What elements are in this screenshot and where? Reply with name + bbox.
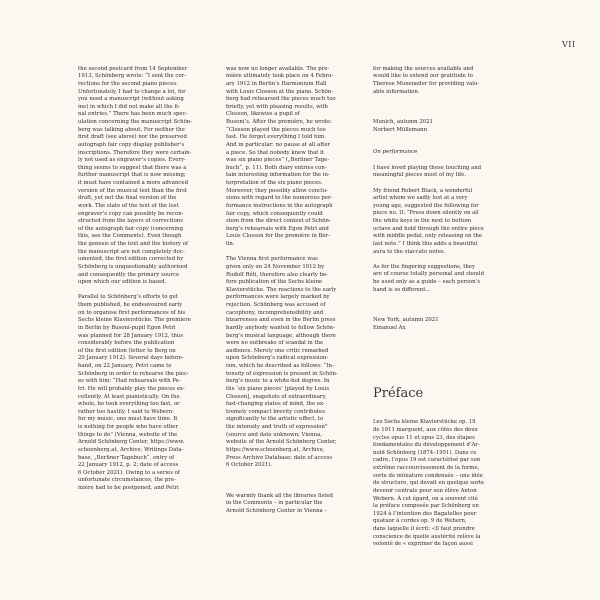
paragraph-robert-black: My friend Robert Black, a wonderful artist whom we sadly lost at a very young age, suggested the following for piece no. II: “Press down silently on all the white keys in the next to bottom octave and hold through the entire piece with middle pedal, only releasing on the last note.” I think this adds a beautiful aura to the staccato notes. <box>373 187 484 255</box>
paragraph-performance-intro: I have loved playing these touching and meaningful pieces most of my life. <box>373 164 482 179</box>
text-column-2 <box>226 58 364 523</box>
signature-editor: Munich, autumn 2021 Norbert Müllemann <box>373 118 433 133</box>
signature-pianist: New York, autumn 2021 Emanuel Ax <box>373 317 439 331</box>
page-number: VII <box>562 40 576 49</box>
paragraph-acknowledgements: We warmly thank all the libraries listed in the Comments – in particular the Arnold Schönberg Center in Vienna – <box>226 492 333 514</box>
paragraph-acknowledgements-cont: for making the sources available and would like to extend our gratitude to Therese Muxeneder for providing valu- able information. <box>373 65 480 95</box>
paragraph-manuscript-history: the second postcard from 14 September 1913, Schönberg wrote: “I sent the cor- rections for the second piano pieces. Unfortunately, I had to change a lot, for you need a manuscript (without asking me) in which I did not make all the fi- nal entries.” There has been much spec- ulation concerning the manuscript Schön- berg was talking about. For neither the first draft (see above) nor the preserved autograph fair copy display publisher’s inscriptions. Therefore they were certain- ly not used as engraver’s copies. Every- thing seems to suggest that there was a further manuscript that is now missing; it must have contained a more advanced version of the musical text than the first draft, yet not the final version of the work. The state of the text of the lost engraver’s copy can possibly be recon- structed from the layers of corrections of the autograph fair copy (concerning this, see the Comments). Even though the genesis of the text and the history of the manuscript are not completely doc- umented, the first edition corrected by Schönberg is unquestionably authorised and consequently the primary source upon which our edition is based. <box>78 65 193 286</box>
paragraph-premiere-berlin: Parallel to Schönberg’s efforts to get them published, he endeavoured early on to organise first performances of his Sechs kleine Klavierstücke. The premiere in Berlin by Busoni-pupil Egon Petri was planned for 28 January 1912, thus considerably before the publication of the first edition (letter to Berg on 20 January 1912). Several days before- hand, on 22 January, Petri came to Schönberg in order to rehearse the piec- es with him: “Had rehearsals with Pe- tri. He will probably play the pieces ex- cellently. At least pianistically. On the whole, he took everything too fast, or rather too hastily. I said to Webern: for my music, one must have time. It is nothing for people who have other things to do” (Vienna, website of the Arnold Schönberg Center, https://www. schoenberg.at, Archive, Writings Data- base, „Berliner Tagebuch“, entry of 22 January 1912, p. 2; date of access 6 October 2021). Owing to a series of unfortunate circumstances, the pre- mière had to be postponed, and Petri <box>78 294 191 491</box>
paragraph-preface-french: Les Sechs kleine Klavierstücke op. 19 de 1911 marquent, aux côtés des deux cycles opus 11 et opus 23, des étapes fondamentales du développement d’Ar- nold Schönberg (1874–1951). Dans ce cadre, l’opus 19 est caractérisé par son extrême raccourcissement de la forme, sorte de miniature condensée – une idée de structure, qui devait en quelque sorte devenir centrale pour son élève Anton Webern. À cet égard, on a souvent cité la préface composée par Schönberg en 1924 à l’intention des Bagatelles pour quatuor à cordes op. 9 de Webern, dans laquelle il écrit: «Il faut prendre conscience de quelle austérité relève la volonté de « exprimer de façon aussi <box>373 419 485 548</box>
paragraph-vienna-performance: The Vienna first performance was given only on 24 November 1912 by Rudolf Réti, therefore also clearly be- fore publication of the Sechs kleine Klavierstücke. The reactions to the early performances were largely marked by rejection. Schönberg was accused of cacophony, incomprehensibility and bizarreness and even in the Berlin press hardly anybody wanted to follow Schön- berg’s musical language, although there were no outbreaks of scandal in the audience. Merely one critic remarked upon Schönberg’s radical expression- ism, which he described as follows: “In- tensity of expression is present in Schön- berg’s music to a white-hot degree. In the ‘six piano pieces’ [played by Louis Closson], snapshots of extraordinary, fast-changing states of mind, the ex- tremely compact brevity contributes significantly to the artistic effect, to the intensity and truth of expression” (source and date unknown; Vienna, website of the Arnold Schönberg Center, https://www.schoenberg.at, Archive, Press Archive Database; date of access 6 October 2021). <box>226 256 338 469</box>
paragraph-fingering: As for the fingering suggestions, they are of course totally personal and should be used only as a guide – each person’s hand is so different… <box>373 263 484 293</box>
section-heading-performance: On performance <box>373 149 418 156</box>
text-column-3 <box>373 58 533 557</box>
preface-title: Préface <box>373 385 424 401</box>
paragraph-premiere-closson: was now no longer available. The pre- mière ultimately took place on 4 Febru- ary 1912 in Berlin’s Harmonium Hall with Louis Closson at the piano. Schön- berg had rehearsed the pieces much too briefly, yet with pleasing results, with Closson, likewise a pupil of Busoni’s. After the première, he wrote: “Closson played the pieces much too fast. He forgot everything I told him. And in particular: no pause at all after a piece. So that nobody knew that it was six piano pieces” („Berliner Tage- buch“, p. 11). Both diary entries con- tain interesting information for the in- terpretation of the six piano pieces. Moreover, they possibly allow conclu- sions with regard to the numerous per- formance instructions in the autograph fair copy, which consequently could stem from the direct context of Schön- berg’s rehearsals with Egon Petri and Louis Closson for the première in Ber- lin. <box>226 65 336 247</box>
text-column-1 <box>78 58 214 500</box>
